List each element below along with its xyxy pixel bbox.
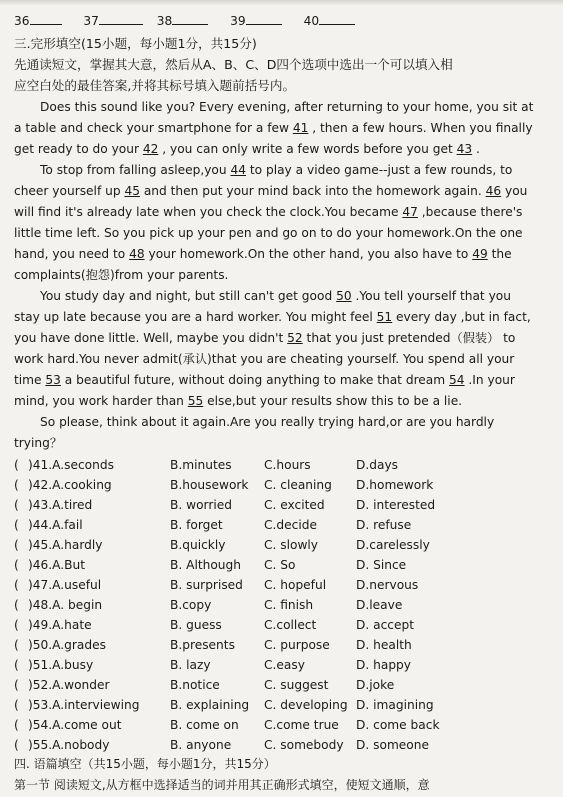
option-a: )47.A.useful xyxy=(28,578,102,592)
answer-bracket[interactable]: ( xyxy=(14,698,19,712)
passage-line: time 53 a beautiful future, without doing anything to make that dream 54 .In your xyxy=(14,373,515,387)
section-3-heading: 三.完形填空(15小题，每小题1分，共15分) xyxy=(14,36,257,51)
option-b: B. forget xyxy=(170,518,223,532)
answer-bracket[interactable]: ( xyxy=(14,518,19,532)
answer-bracket[interactable]: ( xyxy=(14,598,19,612)
option-c: C.come true xyxy=(264,718,339,732)
option-a: )55.A.nobody xyxy=(28,738,110,752)
option-c: C. excited xyxy=(264,498,325,512)
passage-line: a table and check your smartphone for a few 41 , then a few hours. When you finally xyxy=(14,121,533,135)
option-c: C. cleaning xyxy=(264,478,332,492)
option-d: D.carelessly xyxy=(356,538,430,552)
passage-line: To stop from falling asleep,you 44 to play a video game--just a few rounds, to xyxy=(40,163,513,177)
blank-number-49: 49 xyxy=(472,247,488,261)
blank-number-48: 48 xyxy=(129,247,145,261)
option-b: B. surprised xyxy=(170,578,243,592)
option-c: C.hours xyxy=(264,458,311,472)
blank-number-55: 55 xyxy=(187,394,204,408)
option-a: )53.A.interviewing xyxy=(28,698,140,712)
option-d: D. refuse xyxy=(356,518,412,532)
answer-bracket[interactable]: ( xyxy=(14,638,19,652)
option-a: )45.A.hardly xyxy=(28,538,103,552)
page-top-edge xyxy=(0,0,563,6)
option-b: B. explaining xyxy=(170,698,250,712)
blank-number-42: 42 xyxy=(142,142,159,156)
option-a: )52.A.wonder xyxy=(28,678,110,692)
option-a: )48.A. begin xyxy=(28,598,103,612)
answer-bracket[interactable]: ( xyxy=(14,658,19,672)
passage-line: Does this sound like you? Every evening, after returning to your home, you sit at xyxy=(40,100,534,114)
option-c: C. slowly xyxy=(264,538,319,552)
blank-number-54: 54 xyxy=(449,373,465,387)
option-c: C. somebody xyxy=(264,738,344,752)
answer-bracket[interactable]: ( xyxy=(14,558,19,572)
option-b: B.presents xyxy=(170,638,235,652)
passage-line: will find it's already late when you check the clock.You became 47 ,because there's xyxy=(14,205,523,219)
blank-number-51: 51 xyxy=(376,310,393,324)
option-a: )54.A.come out xyxy=(28,718,122,732)
option-a: )41.A.seconds xyxy=(28,458,114,472)
passage-line: trying？ xyxy=(14,436,63,450)
option-d: D. health xyxy=(356,638,412,652)
answer-slot-38: 38 xyxy=(156,14,173,28)
passage-line: So please, think about it again.Are you really trying hard,or are you hardly xyxy=(40,415,495,429)
option-a: )46.A.But xyxy=(28,558,85,572)
answer-blank[interactable] xyxy=(172,12,208,25)
option-d: D.homework xyxy=(356,478,434,492)
option-a: )50.A.grades xyxy=(28,638,106,652)
option-a: )44.A.fail xyxy=(28,518,83,532)
answer-bracket[interactable]: ( xyxy=(14,458,19,472)
answer-bracket[interactable]: ( xyxy=(14,738,19,752)
option-b: B.notice xyxy=(170,678,220,692)
answer-blank[interactable] xyxy=(246,12,282,25)
passage-line: little time left. So you pick up your pen and go on to do your homework.On the one xyxy=(14,226,523,240)
section-4-heading: 四. 语篇填空（共15小题，每小题1分，共15分） xyxy=(14,757,276,771)
section-3-instruction-line-1: 先通读短文，掌握其大意，然后从A、B、C、D四个选项中选出一个可以填入相 xyxy=(14,57,453,72)
passage-line: you have done little. Well, maybe you didn't 52 that you just pretended（假装） to xyxy=(14,331,516,345)
answer-bracket[interactable]: ( xyxy=(14,618,19,632)
option-b: B.housework xyxy=(170,478,249,492)
option-b: B. guess xyxy=(170,618,222,632)
option-b: B. lazy xyxy=(170,658,211,672)
option-d: D. someone xyxy=(356,738,429,752)
option-a: )49.A.hate xyxy=(28,618,92,632)
blank-number-41: 41 xyxy=(292,121,309,135)
option-d: D.leave xyxy=(356,598,403,612)
passage-line: cheer yourself up 45 and then put your mind back into the homework again. 46 you xyxy=(14,184,528,198)
answer-bracket[interactable]: ( xyxy=(14,478,19,492)
option-d: D. Since xyxy=(356,558,407,572)
passage-line: mind, you work harder than 55 else,but your results show this to be a lie. xyxy=(14,394,463,408)
blank-number-44: 44 xyxy=(230,163,246,177)
option-d: D.joke xyxy=(356,678,395,692)
option-c: C. developing xyxy=(264,698,348,712)
option-c: C.easy xyxy=(264,658,305,672)
option-c: C. So xyxy=(264,558,296,572)
option-c: C.collect xyxy=(264,618,317,632)
answer-slot-39: 39 xyxy=(230,14,246,28)
answer-bracket[interactable]: ( xyxy=(14,718,19,732)
answer-slot-36: 36 xyxy=(14,14,30,28)
option-c: C. suggest xyxy=(264,678,329,692)
option-d: D. imagining xyxy=(356,698,434,712)
option-d: D. interested xyxy=(356,498,436,512)
section-3-instruction-line-2: 应空白处的最佳答案,并将其标号填入题前括号内。 xyxy=(14,78,296,93)
option-b: B.minutes xyxy=(170,458,232,472)
option-b: B.copy xyxy=(170,598,212,612)
option-b: B. Although xyxy=(170,558,241,572)
answer-bracket[interactable]: ( xyxy=(14,578,19,592)
answer-slots-row xyxy=(14,12,355,30)
option-c: C. purpose xyxy=(264,638,330,652)
passage-line: You study day and night, but still can't get good 50 .You tell yourself that you xyxy=(40,289,511,303)
blank-number-45: 45 xyxy=(124,184,140,198)
passage-line: work hard.You never admit(承认)that you are cheating yourself. You spend all your xyxy=(14,352,515,366)
option-c: C.decide xyxy=(264,518,317,532)
option-b: B. anyone xyxy=(170,738,232,752)
answer-blank[interactable] xyxy=(30,12,62,25)
option-b: B. come on xyxy=(170,718,239,732)
option-d: D. happy xyxy=(356,658,412,672)
option-c: C. hopeful xyxy=(264,578,327,592)
option-c: C. finish xyxy=(264,598,314,612)
answer-bracket[interactable]: ( xyxy=(14,498,19,512)
option-b: B. worried xyxy=(170,498,232,512)
option-d: D.nervous xyxy=(356,578,419,592)
option-a: )43.A.tired xyxy=(28,498,93,512)
answer-bracket[interactable]: ( xyxy=(14,678,19,692)
passage-line: hand, you need to 48 your homework.On the other hand, you also have to 49 the xyxy=(14,247,512,261)
option-d: D.days xyxy=(356,458,399,472)
blank-number-43: 43 xyxy=(456,142,473,156)
blank-number-53: 53 xyxy=(45,373,61,387)
option-d: D. come back xyxy=(356,718,440,732)
blank-number-47: 47 xyxy=(402,205,418,219)
option-a: )51.A.busy xyxy=(28,658,94,672)
answer-blank[interactable] xyxy=(319,12,355,25)
passage-line: get ready to do your 42 , you can only write a few words before you get 43 . xyxy=(14,142,480,156)
answer-slot-40: 40 xyxy=(303,14,320,28)
blank-number-50: 50 xyxy=(336,289,352,303)
option-d: D. accept xyxy=(356,618,415,632)
blank-number-52: 52 xyxy=(287,331,303,345)
answer-slot-37: 37 xyxy=(83,14,99,28)
answer-bracket[interactable]: ( xyxy=(14,538,19,552)
passage-line: stay up late because you are a hard worker. You might feel 51 every day ,but in fact, xyxy=(14,310,531,324)
option-a: )42.A.cooking xyxy=(28,478,112,492)
section-4-part-1-instruction: 第一节 阅读短文,从方框中选择适当的词并用其正确形式填空，使短文通顺，意 xyxy=(14,778,430,792)
passage-line: complaints(抱怨)from your parents. xyxy=(14,268,229,282)
blank-number-46: 46 xyxy=(485,184,502,198)
answer-blank[interactable] xyxy=(99,12,143,25)
option-b: B.quickly xyxy=(170,538,226,552)
